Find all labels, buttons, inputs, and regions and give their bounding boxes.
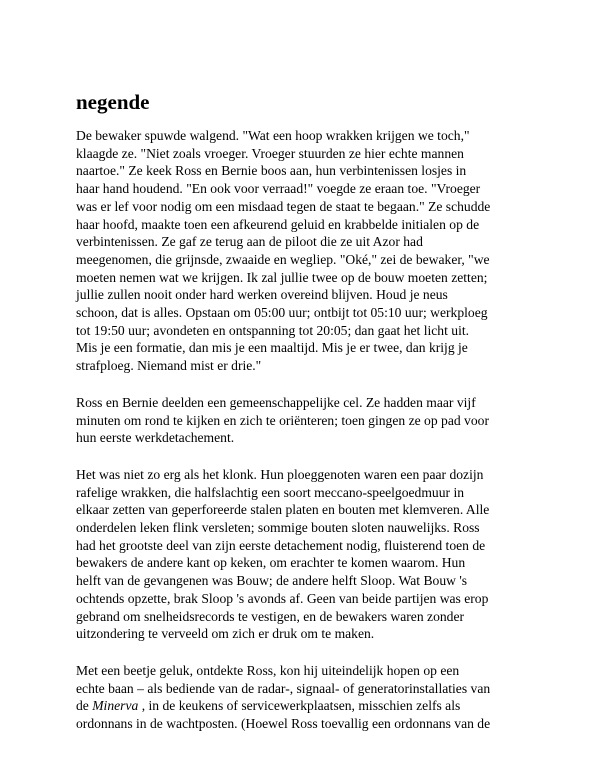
text-line: ochtends opzette, brak Sloop 's avonds af. Geen van beide partijen was erop bbox=[76, 590, 489, 606]
text-line: naartoe." Ze keek Ross en Bernie boos aan, hun verbintenissen losjes in bbox=[76, 163, 467, 179]
text-segment: de bbox=[76, 698, 93, 714]
text-line: haar hoofd, maakte toen een afkeurend geluid en krabbelde initialen op de bbox=[76, 216, 480, 232]
text-line: was er lef voor nodig om een misdaad tegen de staat te begaan." Ze schudde bbox=[76, 198, 491, 214]
text-line: gebrand om snelheidsrecords te vestigen, en de bewakers waren zonder bbox=[76, 608, 465, 624]
text-line: onderdelen leken flink versleten; sommige bouten sloten nauwelijks. Ross bbox=[76, 520, 480, 536]
text-line: tot 19:50 uur; avondeten en ontspanning tot 20:05; dan gaat het licht uit. bbox=[76, 322, 470, 338]
text-segment: , in de keukens of servicewerkplaatsen, misschien zelfs als bbox=[138, 698, 461, 714]
paragraph-2 bbox=[76, 394, 546, 447]
text-line: meegenomen, die grijnsde, zwaaide en wegliep. "Oké," zei de bewaker, "we bbox=[76, 251, 490, 267]
text-line: hun eerste werkdetachement. bbox=[76, 430, 235, 446]
text-line: had het grootste deel van zijn eerste detachement nodig, fluisterend toen de bbox=[76, 537, 486, 553]
paragraph-4 bbox=[76, 662, 546, 733]
text-line: haar hand houdend. "En ook voor verraad!" voegde ze eraan toe. "Vroeger bbox=[76, 181, 481, 197]
text-line: jullie zullen nooit onder hard werken overeind blijven. Houd je neus bbox=[76, 287, 448, 303]
text-line: klaagde ze. "Niet zoals vroeger. Vroeger stuurden ze hier echte mannen bbox=[76, 145, 464, 161]
text-line: verbintenissen. Ze gaf ze terug aan de piloot die ze uit Azor had bbox=[76, 234, 423, 250]
text-line: helft van de gevangenen was Bouw; de andere helft Sloop. Wat Bouw 's bbox=[76, 573, 468, 589]
paragraph-3 bbox=[76, 466, 546, 643]
text-line: Mis je een formatie, dan mis je een maaltijd. Mis je er twee, dan krijg je bbox=[76, 340, 468, 356]
text-line: moeten nemen wat we krijgen. Ik zal jullie twee op de bouw moeten zetten; bbox=[76, 269, 488, 285]
text-line: Ross en Bernie deelden een gemeenschappelijke cel. Ze hadden maar vijf bbox=[76, 394, 476, 410]
text-line: bewakers de andere kant op keken, om erachter te komen waarom. Hun bbox=[76, 555, 466, 571]
paragraph-1 bbox=[76, 127, 546, 375]
text-line: ordonnans in de wachtposten. (Hoewel Ross toevallig een ordonnans van de bbox=[76, 716, 491, 732]
text-line: rafelige wrakken, die halfslachtig een soort meccano-speelgoedmuur in bbox=[76, 484, 465, 500]
text-line: Met een beetje geluk, ontdekte Ross, kon hij uiteindelijk hopen op een bbox=[76, 662, 460, 678]
chapter-title: negende bbox=[76, 90, 150, 114]
text-line: Het was niet zo erg als het klonk. Hun ploeggenoten waren een paar dozijn bbox=[76, 466, 484, 482]
text-line: schoon, dat is alles. Opstaan om 05:00 uur; ontbijt tot 05:10 uur; werkploeg bbox=[76, 305, 488, 321]
text-line bbox=[76, 697, 546, 715]
text-line: elkaar zetten van geperforeerde stalen platen en bouten met klemveren. Alle bbox=[76, 502, 490, 518]
text-line: uitzondering te verveeld om zich er druk om te maken. bbox=[76, 626, 375, 642]
text-line: minuten om rond te kijken en zich te oriënteren; toen gingen ze op pad voor bbox=[76, 412, 489, 428]
text-line: De bewaker spuwde walgend. "Wat een hoop wrakken krijgen we toch," bbox=[76, 128, 470, 143]
ship-name: Minerva bbox=[92, 698, 139, 714]
text-line: strafploeg. Niemand mist er drie." bbox=[76, 358, 262, 374]
document-page bbox=[76, 90, 546, 752]
text-line: echte baan – als bediende van de radar-, signaal- of generatorinstallaties van bbox=[76, 680, 491, 696]
